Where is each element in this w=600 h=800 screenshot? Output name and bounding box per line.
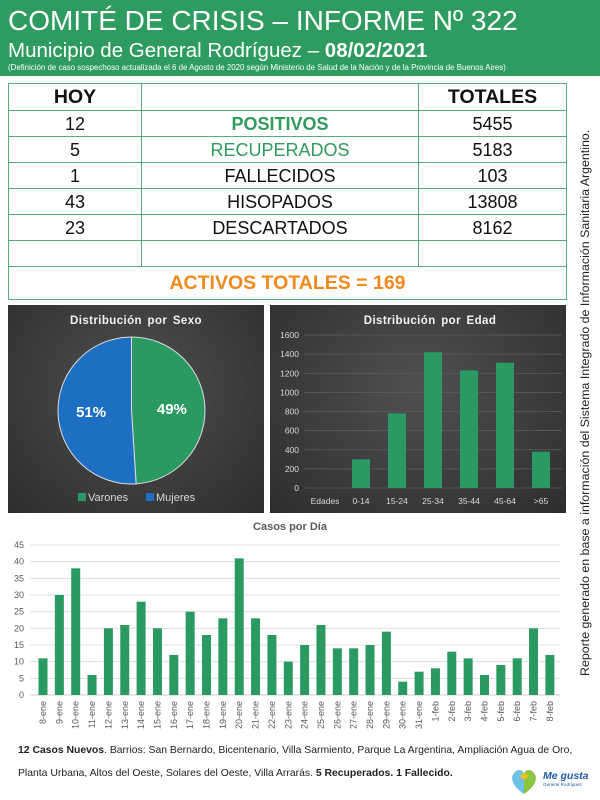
bar-26-ene — [333, 648, 342, 695]
bar-16-ene — [169, 655, 178, 695]
table-row — [9, 111, 567, 137]
x-tick-label: 5-feb — [495, 701, 506, 722]
x-tick-label: 20-ene — [234, 701, 245, 730]
cell-empty — [419, 241, 567, 267]
x-tick-label: 23-ene — [283, 701, 294, 730]
bar-8-feb — [545, 655, 554, 695]
bar-23-ene — [284, 662, 293, 695]
table-header-row — [9, 84, 567, 111]
table-row — [9, 189, 567, 215]
footer-line-2 — [18, 762, 593, 785]
bar-15-ene — [153, 628, 162, 695]
x-tick-label: 27-ene — [348, 701, 359, 730]
sex-distribution-chart — [8, 305, 264, 513]
cell-total: 5183 — [419, 137, 567, 163]
daily-cases-chart — [0, 515, 570, 740]
bar-4-feb — [480, 675, 489, 695]
bar-18-ene — [202, 635, 211, 695]
bar-35-44 — [460, 370, 478, 488]
report-date: 08/02/2021 — [324, 39, 428, 62]
x-tick-label: 15-24 — [386, 496, 408, 506]
footer-line-1 — [18, 739, 593, 762]
bar-9-ene — [55, 595, 64, 695]
cell-label: FALLECIDOS — [142, 163, 419, 189]
table-header-blank — [142, 84, 419, 111]
activos-row — [9, 267, 567, 300]
bar-0-14 — [352, 459, 370, 488]
x-tick-label: 45-64 — [494, 496, 516, 506]
y-tick-label: 200 — [284, 463, 299, 474]
report-title: COMITÉ DE CRISIS – INFORME Nº 322 — [8, 5, 518, 36]
cell-total: 5455 — [419, 111, 567, 137]
y-tick-label: 1200 — [280, 368, 299, 379]
table-row — [9, 215, 567, 241]
recuperados-summary: 5 Recuperados. — [315, 768, 394, 779]
x-tick-label: 10-ene — [70, 701, 81, 730]
cell-total: 13808 — [419, 189, 567, 215]
cell-empty — [142, 241, 419, 267]
cell-total: 103 — [419, 163, 567, 189]
fallecido-summary: 1 Fallecido. — [396, 768, 453, 779]
heart-icon — [512, 770, 536, 794]
legend-label-varones: Varones — [88, 492, 129, 504]
bar-5-feb — [496, 665, 505, 695]
x-tick-label: 25-ene — [315, 701, 326, 730]
bar-3-feb — [464, 658, 473, 695]
bar-10-ene — [71, 568, 80, 695]
legend-swatch-varones — [78, 493, 86, 501]
x-tick-label: 3-feb — [463, 701, 474, 722]
table-row-empty — [9, 241, 567, 267]
barrios-list: . Barrios: San Bernardo, Bicentenario, Villa Sarmiento, Parque La Argentina, Ampliación Agua de Oro, — [104, 745, 573, 756]
x-tick-label: 8-ene — [38, 701, 48, 725]
x-tick-label: 13-ene — [119, 701, 130, 730]
bar-1-feb — [431, 668, 440, 695]
bar-25-34 — [424, 352, 442, 488]
table-row — [9, 163, 567, 189]
bar-19-ene — [218, 618, 227, 695]
x-tick-label: >65 — [533, 496, 549, 506]
x-tick-label: 29-ene — [381, 701, 392, 730]
new-cases: 12 Casos Nuevos — [18, 745, 105, 756]
y-tick-label: 25 — [13, 606, 24, 617]
chart-title: Distribución por Sexo — [70, 315, 202, 327]
daily-cases-panel — [0, 515, 570, 740]
age-distribution-chart — [270, 305, 566, 513]
x-tick-label: 35-44 — [458, 496, 480, 506]
bar-12-ene — [104, 628, 113, 695]
cell-label: DESCARTADOS — [142, 215, 419, 241]
logo-text: Me gusta — [543, 770, 589, 782]
y-tick-label: 30 — [13, 590, 24, 600]
x-tick-label: 9-ene — [54, 701, 65, 725]
logo-subtext: General Rodríguez — [543, 782, 582, 787]
bar-8-ene — [39, 658, 48, 695]
legend-swatch-mujeres — [146, 493, 154, 501]
y-tick-label: 40 — [13, 556, 24, 567]
x-tick-label: 16-ene — [168, 701, 179, 730]
chart-title: Casos por Día — [253, 521, 327, 533]
table-row — [9, 137, 567, 163]
bar-29-ene — [382, 632, 391, 695]
x-tick-label: 1-feb — [430, 701, 441, 722]
bar-11-ene — [88, 675, 97, 695]
bar-21-ene — [251, 618, 260, 695]
y-tick-label: 0 — [18, 690, 24, 700]
x-tick-label: 0-14 — [352, 496, 370, 506]
bar-25-ene — [316, 625, 325, 695]
bar-28-ene — [366, 645, 375, 695]
cell-hoy: 23 — [9, 215, 142, 241]
header-banner — [0, 0, 600, 76]
bar-30-ene — [398, 682, 407, 695]
cell-hoy: 5 — [9, 137, 142, 163]
bar-45-64 — [496, 363, 514, 488]
bar-20-ene — [235, 558, 244, 695]
bar-13-ene — [120, 625, 129, 695]
x-tick-label: 31-ene — [414, 701, 425, 730]
bar-14-ene — [137, 602, 146, 695]
report-subtitle — [8, 39, 427, 63]
cell-hoy: 12 — [9, 111, 142, 137]
cell-hoy: 43 — [9, 189, 142, 215]
cell-label: HISOPADOS — [142, 189, 419, 215]
y-tick-label: 600 — [284, 425, 299, 436]
y-tick-label: 1600 — [280, 330, 299, 340]
bar-7-feb — [529, 628, 538, 695]
x-tick-label: 26-ene — [332, 701, 343, 730]
cell-label: RECUPERADOS — [142, 137, 419, 163]
municipality-logo — [510, 764, 592, 798]
y-tick-label: 35 — [13, 573, 24, 584]
stats-table — [8, 83, 567, 300]
x-tick-label: 22-ene — [266, 701, 277, 730]
age-distribution-panel — [270, 305, 566, 513]
bar-6-feb — [513, 658, 522, 695]
x-tick-label: 4-feb — [479, 701, 490, 722]
barrios-list-cont: Planta Urbana, Altos del Oeste, Solares del Oeste, Villa Arrarás. — [18, 768, 316, 779]
bar-17-ene — [186, 612, 195, 695]
x-tick-label: 17-ene — [185, 701, 196, 730]
cell-total: 8162 — [419, 215, 567, 241]
y-tick-label: 1000 — [280, 387, 299, 398]
chart-title: Distribución por Edad — [363, 315, 497, 327]
x-tick-label: 15-ene — [152, 701, 163, 730]
bar-15-24 — [388, 413, 406, 488]
table-header-totales: TOTALES — [419, 84, 567, 111]
y-tick-label: 10 — [13, 656, 24, 667]
source-note: Reporte generado en base a información del Sistema Integrado de Información Sanitaria Argentino. — [578, 129, 592, 676]
x-tick-label: 7-feb — [528, 701, 539, 722]
bar-27-ene — [349, 648, 358, 695]
legend-label-mujeres: Mujeres — [156, 492, 196, 504]
pie-label-mujeres: 51% — [76, 403, 107, 421]
cell-empty — [9, 241, 142, 267]
x-tick-label: 12-ene — [103, 701, 114, 730]
x-tick-label: 24-ene — [299, 701, 310, 730]
x-tick-label: 30-ene — [397, 701, 408, 730]
y-tick-label: 5 — [18, 673, 24, 684]
x-tick-label: Edades — [310, 496, 340, 506]
definition-note: (Definición de caso sospechoso actualizada el 6 de Agosto de 2020 según Ministerio de Salud de la Nación y de la Provincia de Buenos Aires) — [8, 63, 506, 72]
activos-totales: ACTIVOS TOTALES = 169 — [9, 267, 567, 300]
y-tick-label: 45 — [13, 540, 24, 550]
y-tick-label: 15 — [13, 640, 24, 650]
y-tick-label: 0 — [294, 483, 299, 493]
x-tick-label: 8-feb — [544, 701, 555, 722]
bar-65 — [532, 452, 550, 488]
y-tick-label: 1400 — [280, 349, 299, 360]
x-tick-label: 21-ene — [250, 701, 261, 730]
pie-label-varones: 49% — [156, 401, 187, 419]
y-tick-label: 400 — [284, 444, 299, 455]
table-header-hoy: HOY — [9, 84, 142, 111]
municipality-name: Municipio de General Rodríguez – — [8, 39, 325, 62]
y-tick-label: 20 — [13, 623, 24, 634]
sex-distribution-panel — [8, 305, 264, 513]
cell-hoy: 1 — [9, 163, 142, 189]
x-tick-label: 11-ene — [87, 701, 98, 729]
bar-31-ene — [415, 672, 424, 695]
x-tick-label: 2-feb — [446, 701, 457, 722]
y-tick-label: 800 — [284, 406, 299, 417]
bar-22-ene — [267, 635, 276, 695]
bar-2-feb — [447, 652, 456, 695]
x-tick-label: 25-34 — [422, 496, 444, 506]
x-tick-label: 19-ene — [217, 701, 228, 730]
x-tick-label: 28-ene — [365, 701, 376, 730]
footer-summary — [18, 739, 593, 785]
cell-label: POSITIVOS — [142, 111, 419, 137]
x-tick-label: 18-ene — [201, 701, 212, 730]
x-tick-label: 14-ene — [136, 701, 147, 730]
bar-24-ene — [300, 645, 309, 695]
x-tick-label: 6-feb — [512, 701, 523, 722]
